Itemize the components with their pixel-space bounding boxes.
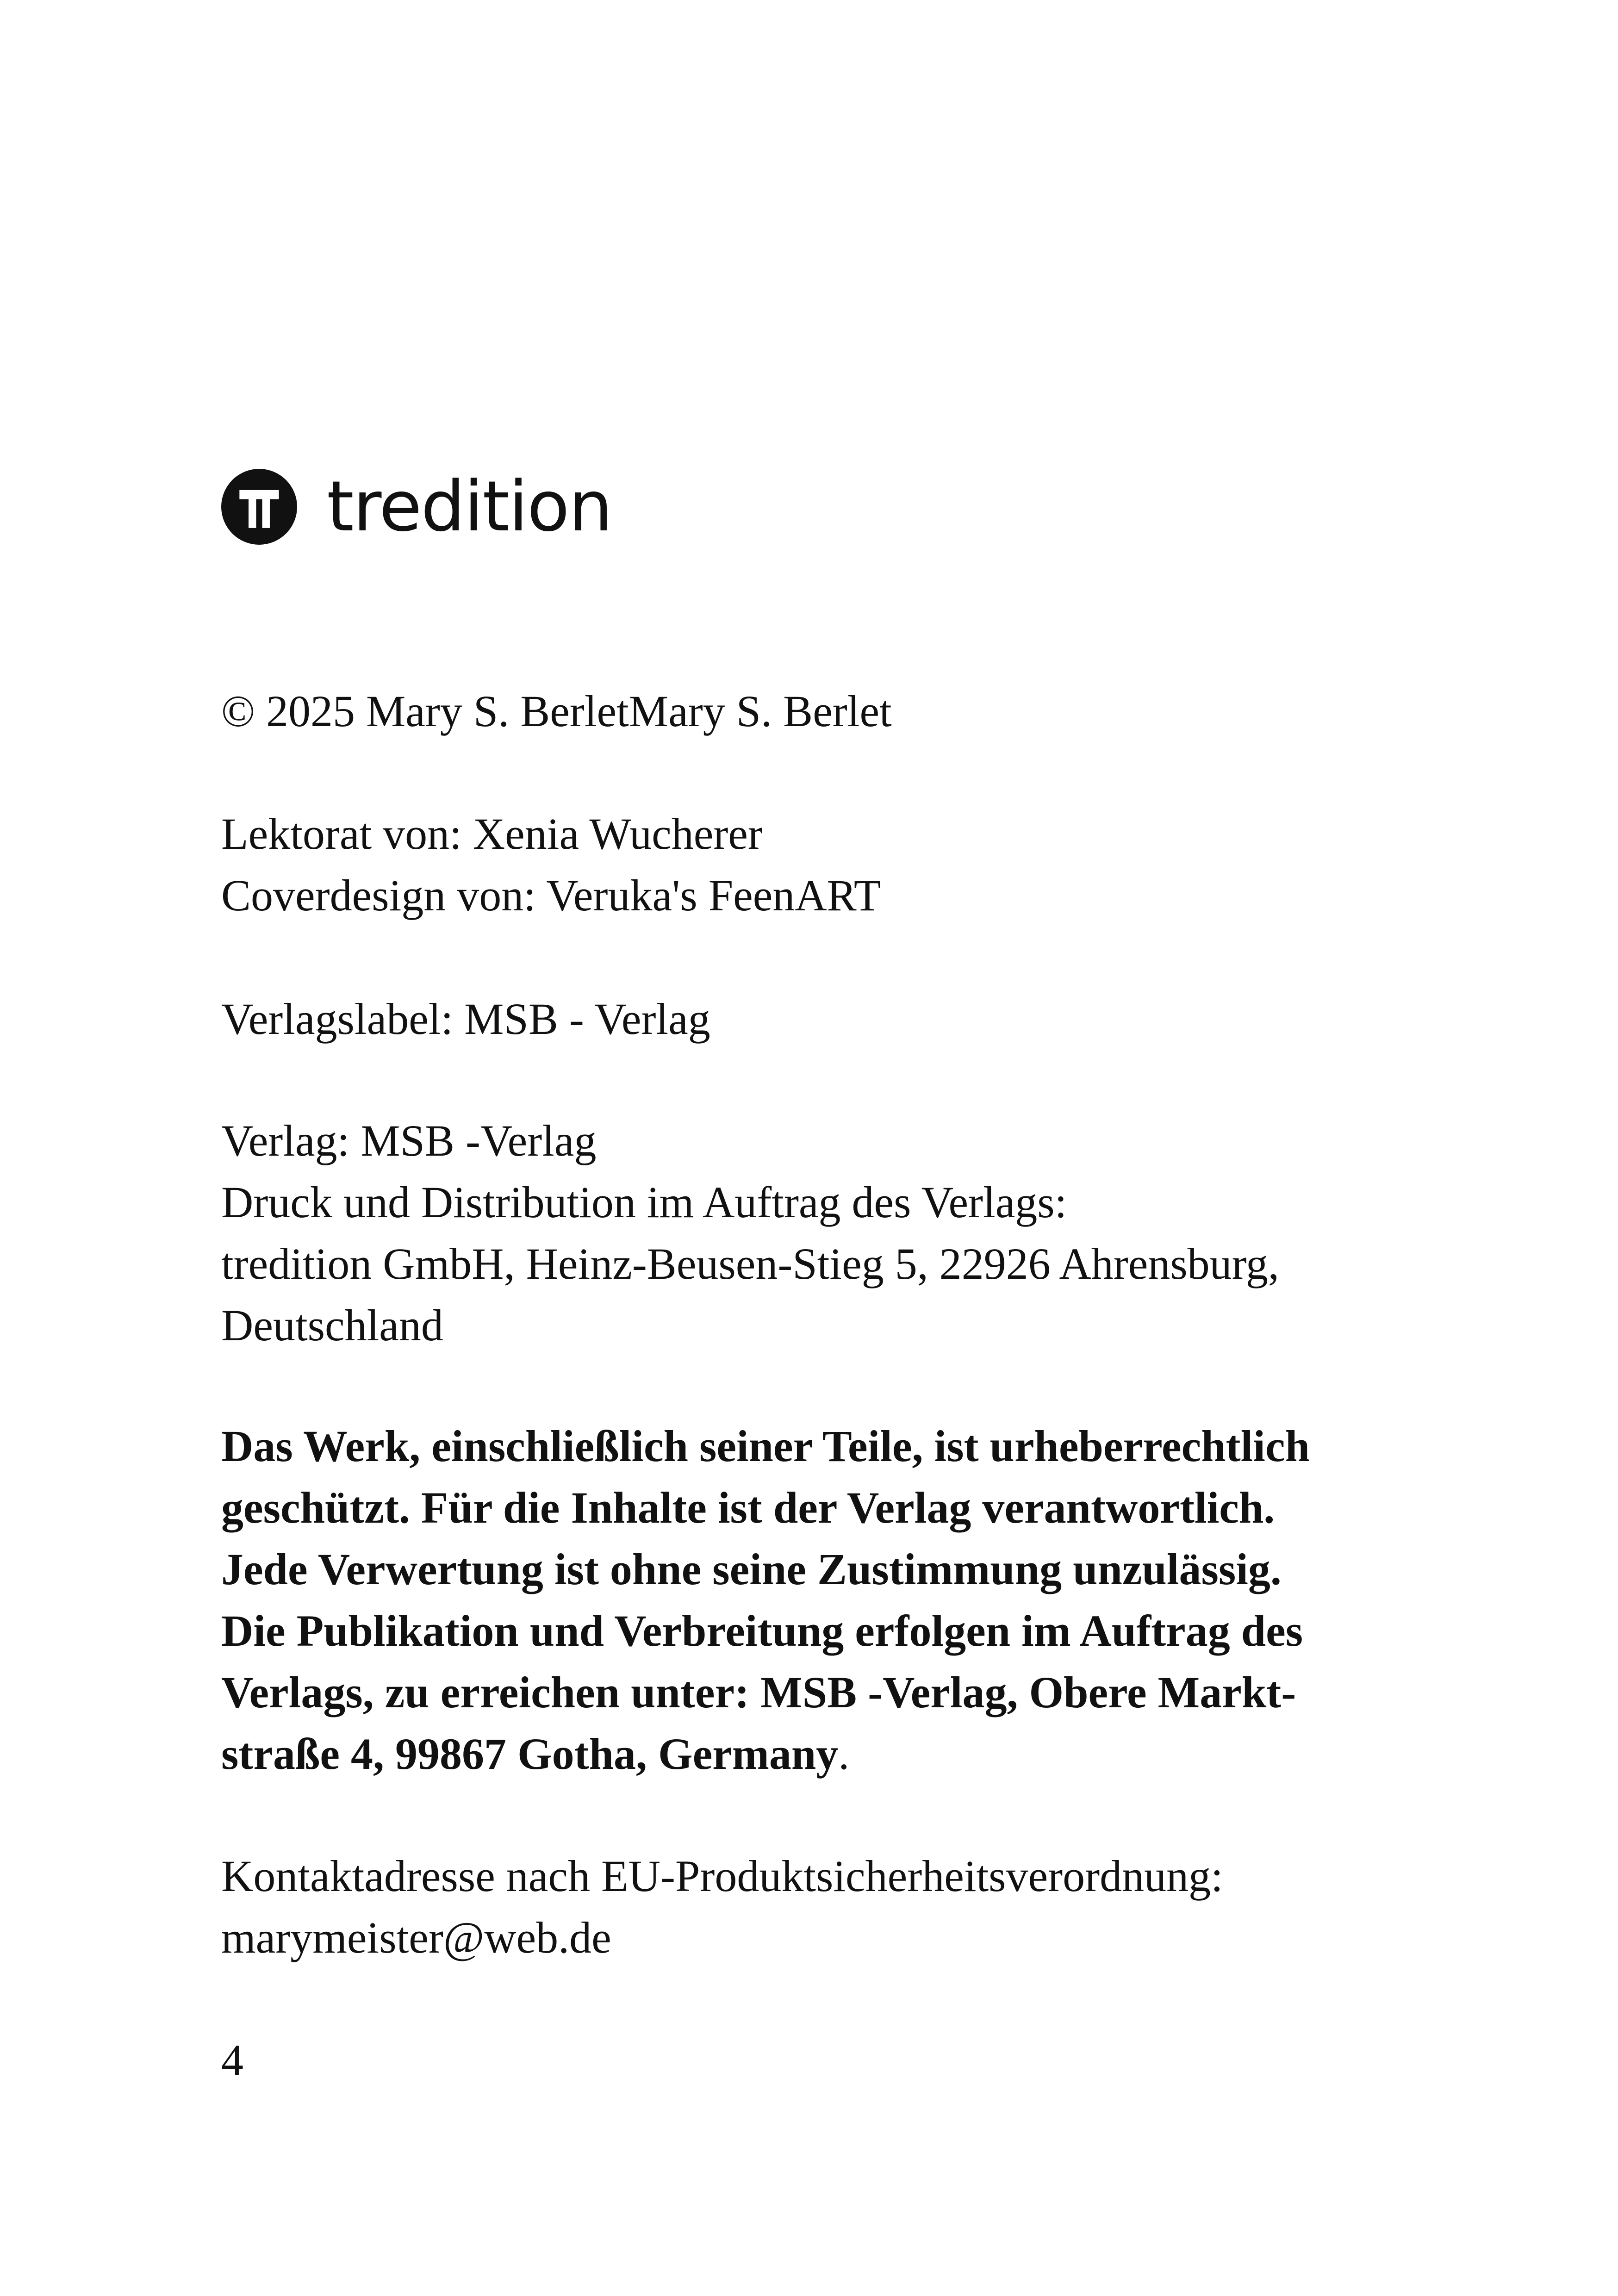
contact-email: marymeister@web.de: [221, 1913, 611, 1962]
page-number: 4: [221, 2035, 243, 2085]
publisher-line: Verlag: MSB -Verlag: [221, 1116, 597, 1165]
distributor-address-line: tredition GmbH, Heinz-Beusen-Stieg 5, 22926 Ahrensburg,: [221, 1239, 1279, 1288]
logo-wordmark: tredition: [327, 467, 612, 547]
credits-block: [221, 803, 1406, 926]
legal-period: .: [838, 1729, 850, 1779]
legal-line: geschützt. Für die Inhalte ist der Verlag verantwortlich.: [221, 1483, 1275, 1532]
publisher-logo: [221, 467, 612, 546]
distribution-line: Druck und Distribution im Auftrag des Verlags:: [221, 1177, 1067, 1227]
copyright-line: © 2025 Mary S. BerletMary S. Berlet: [221, 686, 892, 736]
legal-line: Jede Verwertung ist ohne seine Zustimmung unzulässig.: [221, 1544, 1282, 1594]
editing-credit: Lektorat von: Xenia Wucherer: [221, 809, 763, 859]
contact-block: [221, 1845, 1406, 1968]
cover-credit: Coverdesign von: Veruka's FeenART: [221, 871, 881, 920]
legal-line-last: [221, 1723, 1425, 1785]
tredition-logo-icon: [221, 469, 297, 545]
legal-notice: [221, 1415, 1425, 1785]
legal-line: Das Werk, einschließlich seiner Teile, ist urheberrechtlich: [221, 1421, 1310, 1471]
distributor-country-line: Deutschland: [221, 1300, 443, 1350]
legal-line: Die Publikation und Verbreitung erfolgen im Auftrag des: [221, 1606, 1303, 1655]
legal-line: Verlags, zu erreichen unter: MSB -Verlag, Obere Markt-: [221, 1668, 1296, 1717]
publisher-label: Verlagslabel: MSB - Verlag: [221, 994, 710, 1044]
contact-label: Kontaktadresse nach EU-Produktsicherheitsverordnung:: [221, 1851, 1223, 1901]
legal-address: straße 4, 99867 Gotha, Germany: [221, 1729, 839, 1779]
publisher-block: [221, 1110, 1406, 1356]
